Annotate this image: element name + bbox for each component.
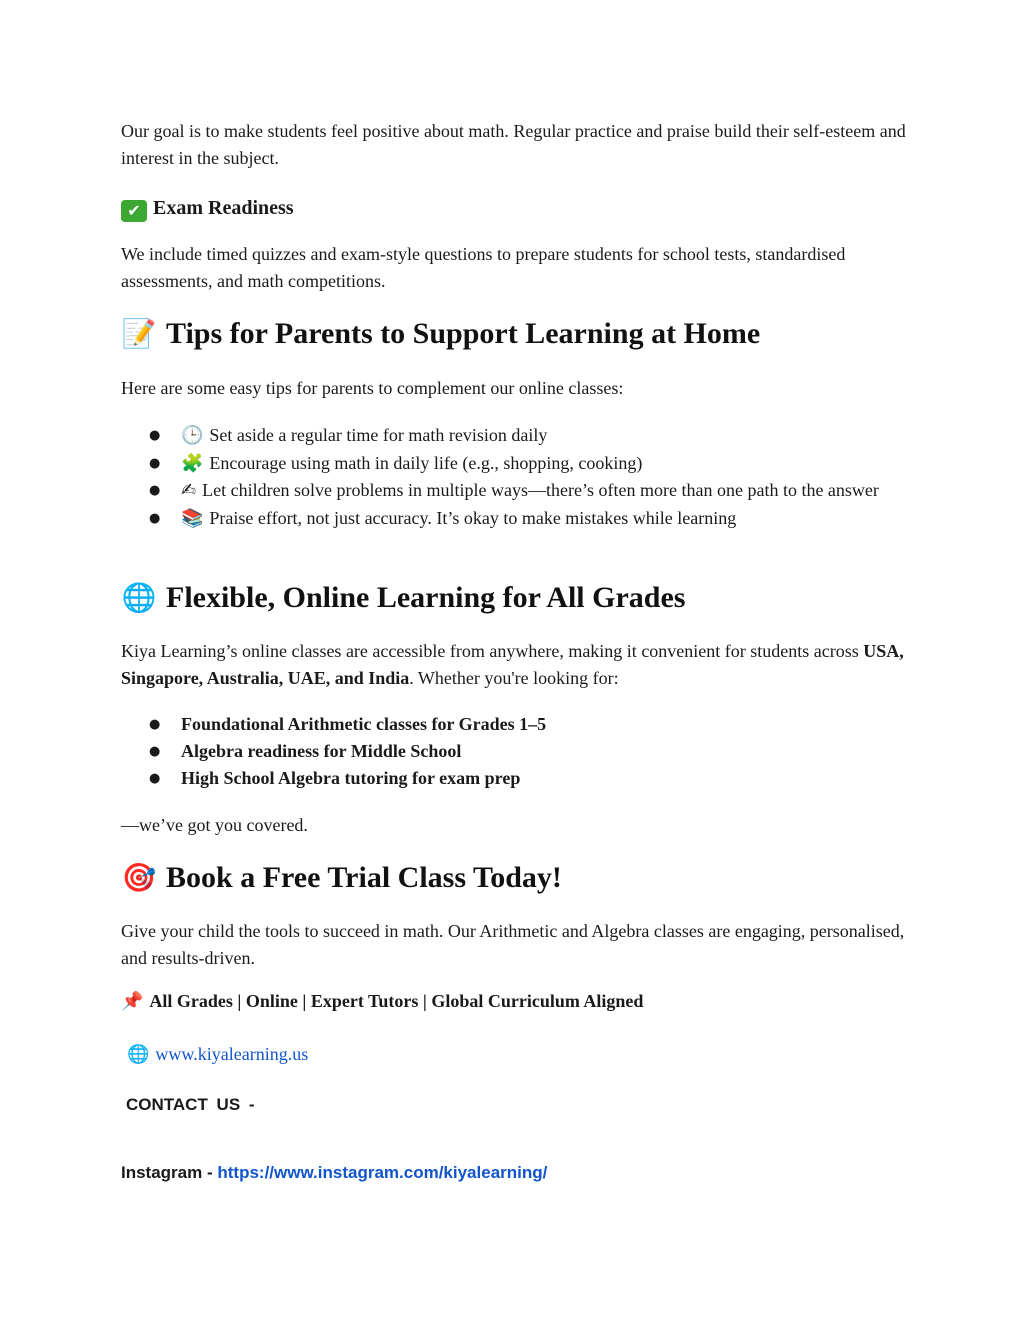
free-trial-heading-text: Book a Free Trial Class Today! [166,861,562,894]
list-item: ● Foundational Arithmetic classes for Grades 1–5 [149,714,547,734]
puzzle-piece-icon: 🧩 [181,452,204,474]
list-item: ● 🧩 Encourage using math in daily life (e.g., shopping, cooking) [149,452,643,474]
instagram-line [121,1163,911,1183]
intro-paragraph: Our goal is to make students feel positive about math. Regular practice and praise build their self-esteem and interest in the subject. [121,121,906,168]
list-item: ● ✍ Let children solve problems in multiple ways—there’s often more than one path to the answer [149,480,879,501]
clock-icon: 🕒 [181,425,204,446]
exam-readiness-text: We include timed quizzes and exam-style questions to prepare students for school tests, standardised assessments, and math competitions. [121,244,846,291]
list-item: ● High School Algebra tutoring for exam prep [149,768,521,788]
globe-icon: 🌐 [121,581,157,614]
list-item: ● 🕒 Set aside a regular time for math revision daily [149,425,548,446]
covered-text: —we’ve got you covered. [121,815,308,835]
countries-list: USA, Singapore, Australia, UAE, and India [121,641,904,688]
website-link[interactable]: www.kiyalearning.us [155,1044,309,1064]
globe-icon: 🌐 [127,1044,150,1065]
online-learning-text: Kiya Learning’s online classes are accessible from anywhere, making it convenient for students across USA, Singapore, Australia, UAE, and India. Whether you're looking for: [121,641,904,688]
tips-heading [121,316,760,352]
features-highlight: 📌 All Grades | Online | Expert Tutors | Global Curriculum Aligned [121,991,644,1012]
list-item: ● Algebra readiness for Middle School [149,741,462,761]
instagram-link[interactable]: https://www.instagram.com/kiyalearning/ [217,1163,548,1182]
free-trial-text: Give your child the tools to succeed in math. Our Arithmetic and Algebra classes are engaging, personalised, and results-driven. [121,921,905,968]
online-learning-heading [121,580,685,616]
instagram-label: Instagram - [121,1163,218,1182]
free-trial-heading [121,860,562,896]
tips-heading-text: Tips for Parents to Support Learning at Home [166,317,761,350]
writing-hand-icon: ✍ [181,480,197,501]
online-learning-heading-text: Flexible, Online Learning for All Grades [166,581,686,614]
direct-hit-icon: 🎯 [121,861,157,894]
books-icon: 📚 [181,507,204,529]
website-line [127,1044,917,1065]
tips-list [121,422,911,532]
exam-readiness-title: Exam Readiness [153,197,294,219]
check-mark-button-icon: ✔ [121,200,147,222]
exam-readiness-heading [121,195,294,222]
grade-options-list [121,711,911,792]
list-item: ● 📚 Praise effort, not just accuracy. It’s okay to make mistakes while learning [149,507,737,529]
pushpin-icon: 📌 [121,991,144,1012]
tips-intro: Here are some easy tips for parents to complement our online classes: [121,378,624,398]
contact-us-label: CONTACT US - [126,1095,255,1114]
memo-icon: 📝 [121,317,157,350]
